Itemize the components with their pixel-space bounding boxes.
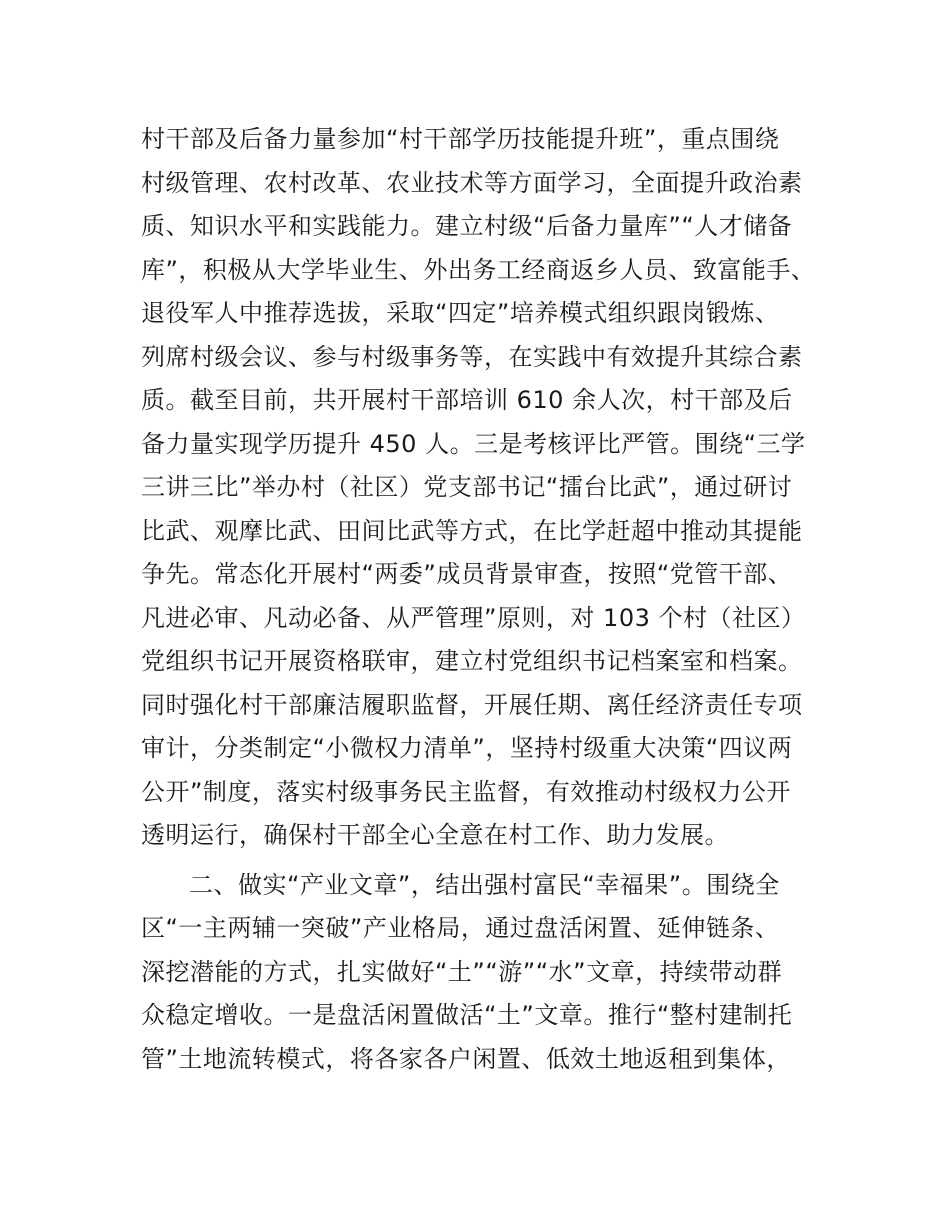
text-line: 村级管理、农村改革、农业技术等方面学习，全面提升政治素 xyxy=(141,169,803,197)
text-line: 凡进必审、凡动必备、从严管理”原则，对 103 个村（社区） xyxy=(141,604,806,632)
text-line: 质、知识水平和实践能力。建立村级“后备力量库”“人才储备 xyxy=(141,212,793,240)
text-line: 区“一主两辅一突破”产业格局，通过盘活闲置、延伸链条、 xyxy=(141,914,780,942)
text-line: 公开”制度，落实村级事务民主监督，有效推动村级权力公开 xyxy=(141,778,791,806)
text-line: 审计，分类制定“小微权力清单”，坚持村级重大决策“四议两 xyxy=(141,734,793,762)
text-line: 管”土地流转模式，将各家各户闲置、低效土地返租到集体， xyxy=(141,1045,791,1073)
text-line: 村干部及后备力量参加“村干部学历技能提升班”，重点围绕 xyxy=(141,125,780,153)
text-line: 列席村级会议、参与村级事务等，在实践中有效提升其综合素 xyxy=(141,343,803,371)
text-line: 争先。常态化开展村“两委”成员背景审查，按照“党管干部、 xyxy=(141,560,793,588)
text-line: 质。截至目前，共开展村干部培训 610 余人次，村干部及后 xyxy=(141,386,793,414)
text-line: 库”，积极从大学毕业生、外出务工经商返乡人员、致富能手、 xyxy=(141,256,816,284)
text-line: 备力量实现学历提升 450 人。三是考核评比严管。围绕“三学 xyxy=(141,430,806,458)
text-line: 深挖潜能的方式，扎实做好“土”“游”“水”文章，持续带动群 xyxy=(141,958,783,986)
text-line: 党组织书记开展资格联审，建立村党组织书记档案室和档案。 xyxy=(141,647,803,675)
text-line: 比武、观摩比武、田间比武等方式，在比学赶超中推动其提能 xyxy=(141,517,803,545)
text-line: 三讲三比”举办村（社区）党支部书记“擂台比武”，通过研讨 xyxy=(141,473,793,501)
text-line: 退役军人中推荐选拔，采取“四定”培养模式组织跟岗锻炼、 xyxy=(141,299,780,327)
text-line: 众稳定增收。一是盘活闲置做活“土”文章。推行“整村建制托 xyxy=(141,1001,793,1029)
text-line: 同时强化村干部廉洁履职监督，开展任期、离任经济责任专项 xyxy=(141,691,803,719)
text-line: 二、做实“产业文章”，结出强村富民“幸福果”。围绕全 xyxy=(189,871,780,899)
text-line: 透明运行，确保村干部全心全意在村工作、助力发展。 xyxy=(141,821,729,849)
